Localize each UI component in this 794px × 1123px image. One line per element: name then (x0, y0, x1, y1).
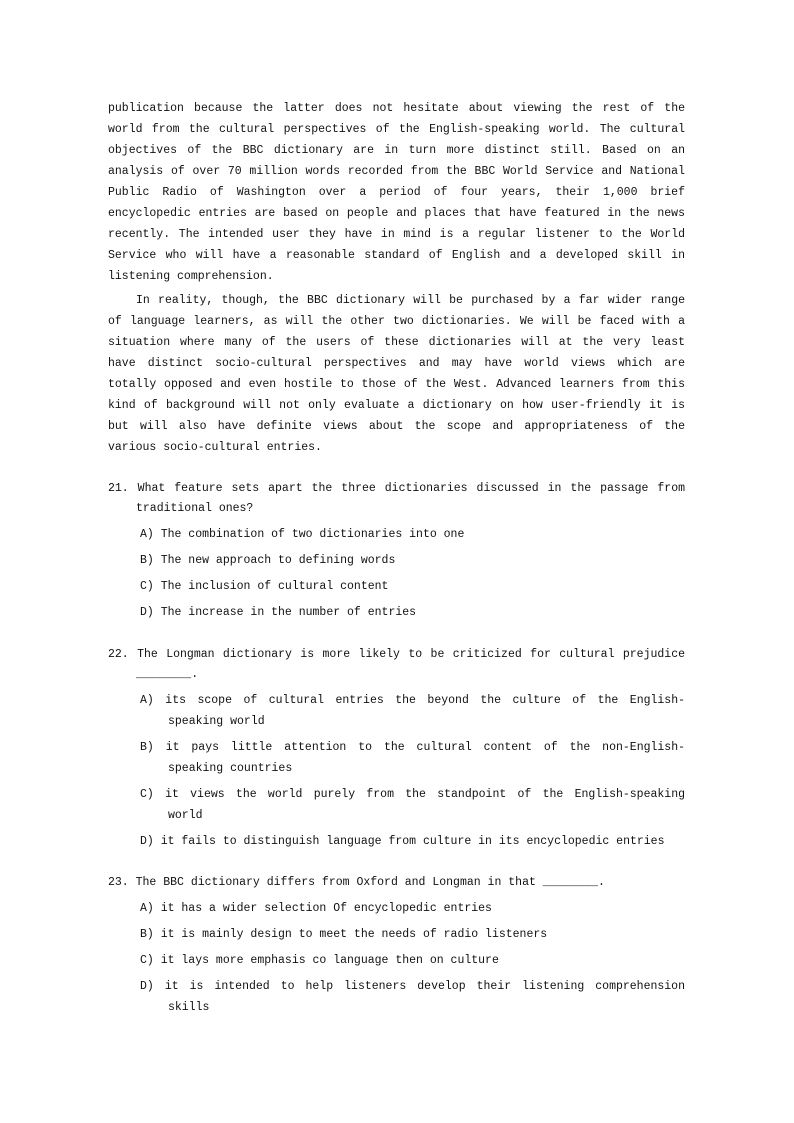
passage-line: listening comprehension. (108, 270, 274, 283)
option-b: speaking countries (168, 762, 293, 775)
question-stem: traditional ones? (136, 502, 254, 515)
passage-line: In reality, though, the BBC dictionary will be purchased by a far wider range (136, 294, 685, 307)
option-d: skills (168, 1001, 210, 1014)
passage-line: analysis of over 70 million words recorded from the BBC World Service and National (108, 165, 685, 178)
option-d: D) it is intended to help listeners develop their listening comprehension (140, 980, 685, 993)
passage-line: have distinct socio-cultural perspectives and may have world views which are (108, 357, 685, 370)
option-c: world (168, 809, 203, 822)
passage-line: Service who will have a reasonable standard of English and a developed skill in (108, 249, 685, 262)
option-a: A) The combination of two dictionaries into one (140, 528, 465, 541)
question-stem: 21. What feature sets apart the three dictionaries discussed in the passage from (108, 482, 685, 495)
passage-line: Public Radio of Washington over a period of four years, their 1,000 brief (108, 186, 685, 199)
passage-line: of language learners, as will the other two dictionaries. We will be faced with a (108, 315, 685, 328)
option-d: D) it fails to distinguish language from culture in its encyclopedic entries (140, 835, 665, 848)
passage-line: totally opposed and even hostile to those of the West. Advanced learners from this (108, 378, 685, 391)
option-a: A) it has a wider selection Of encyclopedic entries (140, 902, 492, 915)
option-a: A) its scope of cultural entries the beyond the culture of the English- (140, 694, 685, 707)
option-b: B) The new approach to defining words (140, 554, 396, 567)
passage-line: world from the cultural perspectives of the English-speaking world. The cultural (108, 123, 685, 136)
passage-line: but will also have definite views about the scope and appropriateness of the (108, 420, 685, 433)
passage-line: objectives of the BBC dictionary are in turn more distinct still. Based on an (108, 144, 685, 157)
question-stem: 22. The Longman dictionary is more likely to be criticized for cultural prejudice (108, 648, 685, 661)
passage-line: publication because the latter does not hesitate about viewing the rest of the (108, 102, 685, 115)
option-d: D) The increase in the number of entries (140, 606, 417, 619)
option-a: speaking world (168, 715, 265, 728)
passage-line: recently. The intended user they have in mind is a regular listener to the World (108, 228, 685, 241)
option-c: C) The inclusion of cultural content (140, 580, 389, 593)
option-c: C) it lays more emphasis co language then on culture (140, 954, 499, 967)
passage-line: kind of background will not only evaluate a dictionary on how user-friendly it is (108, 399, 685, 412)
question-stem: 23. The BBC dictionary differs from Oxford and Longman in that ________. (108, 876, 605, 889)
question-stem: ________. (136, 668, 199, 681)
option-b: B) it pays little attention to the cultural content of the non-English- (140, 741, 685, 754)
passage-line: various socio-cultural entries. (108, 441, 322, 454)
option-c: C) it views the world purely from the standpoint of the English-speaking (140, 788, 685, 801)
option-b: B) it is mainly design to meet the needs of radio listeners (140, 928, 548, 941)
passage-line: situation where many of the users of these dictionaries will at the very least (108, 336, 685, 349)
passage-line: encyclopedic entries are based on people and places that have featured in the news (108, 207, 685, 220)
